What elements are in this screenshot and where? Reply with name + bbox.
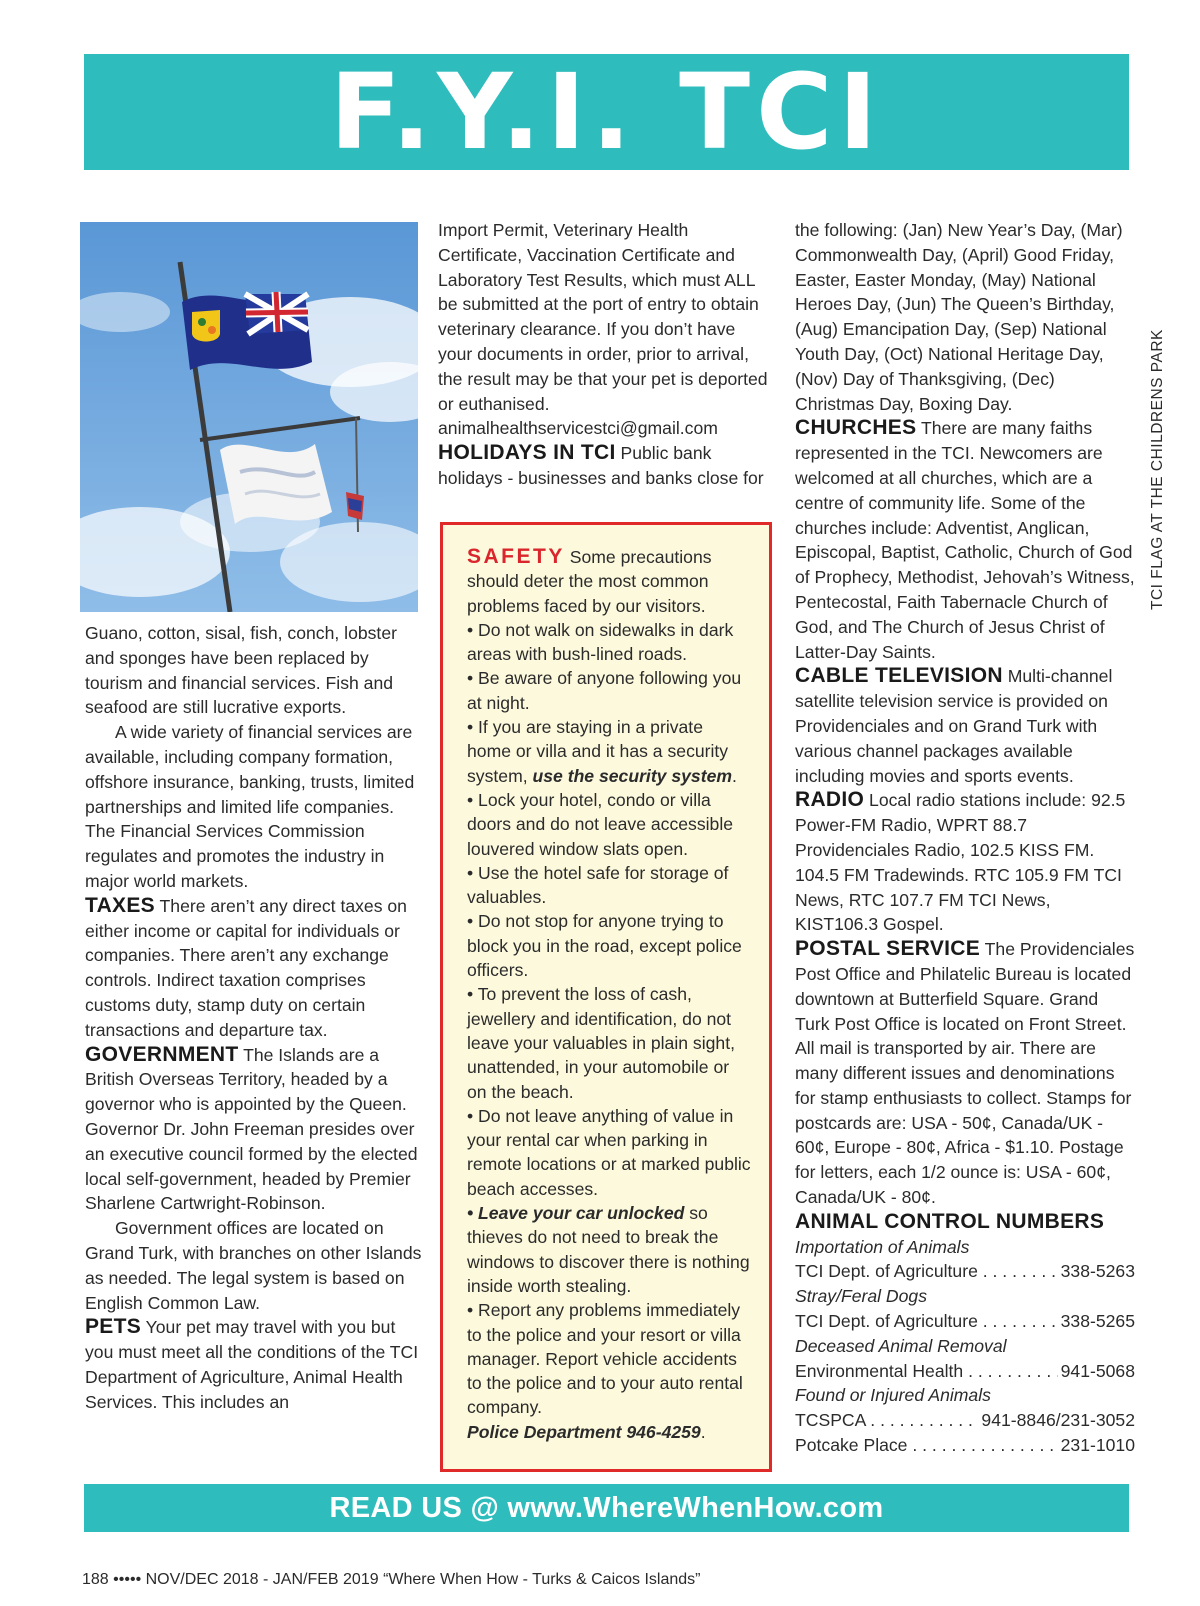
safety-tip: • Do not walk on sidewalks in dark areas with bush-lined roads. [467,619,734,665]
taxes-heading: TAXES [85,893,155,917]
animal-control-name: TCI Dept. of Agriculture . . . [795,1259,1058,1284]
pets-continued-text: Import Permit, Veterinary Health Certificate, Vaccination Certificate and Laboratory Test Results, which must ALL be submitted at the port of entry to obtain veterinary clearance. If you don’t have your documents in order, prior to arrival, the result may be that your pet is deported or euthanised. [438,220,768,414]
safety-tip: • To prevent the loss of cash, jewellery and identification, do not leave your valuables in plain sight, unattended, in your automobile or on the beach. [467,984,735,1102]
holidays-continued-text: the following: (Jan) New Year’s Day, (Mar) Commonwealth Day, (April) Good Friday, Easter, Easter Monday, (May) National Heroes Day, (Jun) The Queen’s Birthday, (Aug) Emancipation Day, (Sep) National Youth Day, (Oct) National Heritage Day, (Nov) Day of Thanksgiving, (Dec) Christmas Day, Boxing Day. [795,220,1123,414]
animal-control-row [795,1433,1135,1458]
economy-text: Guano, cotton, sisal, fish, conch, lobster and sponges have been replaced by tourism and financial services. Fish and seafood are still lucrative exports. [85,623,397,718]
churches-section [795,416,1135,664]
taxes-text: There aren’t any direct taxes on either income or capital for individuals or companies. There aren’t any exchange controls. Indirect taxation comprises customs duty, stamp duty on certain transactions and departure tax. [85,895,407,1040]
animal-control-label: Deceased Animal Removal [795,1335,1007,1356]
churches-text: There are many faiths represented in the TCI. Newcomers are welcomed at all churches, which are a centre of community life. Some of the churches include: Adventist, Anglican, Episcopal, Baptist, Catholic, Church of God of Prophecy, Methodist, Jehovah’s Witness, Pentecostal, Faith Tabernacle Church of God, and The Church of Jesus Christ of Latter-Day Saints. [795,418,1135,662]
pets-heading: PETS [85,1315,142,1339]
animal-control-row [795,1259,1135,1284]
churches-heading: CHURCHES [795,416,917,440]
postal-section [795,937,1135,1210]
animal-control-name: Environmental Health . . . [795,1359,1058,1384]
government-heading: GOVERNMENT [85,1042,239,1066]
animal-control-number: 231-1010 [1060,1435,1135,1456]
safety-tip: • Lock your hotel, condo or villa doors and do not leave accessible louvered window slats open. [467,789,734,859]
cable-section [795,664,1135,788]
radio-text: Local radio stations include: 92.5 Power-FM Radio, WPRT 88.7 Providenciales Radio, 102.5 KISS FM. 104.5 FM Tradewinds. RTC 105.9 FM TCI News, RTC 107.7 FM TCI News, KIST106.3 Gospel. [795,790,1126,935]
postal-heading: POSTAL SERVICE [795,937,981,961]
animal-control-number: 941-5068 [1060,1360,1135,1381]
animal-control-number: 941-8846/231-3052 [981,1410,1135,1431]
holidays-text: Public bank holidays - businesses and banks close for [438,443,764,488]
safety-tip [467,715,751,788]
column-3 [795,218,1135,1458]
safety-tip-emphasis: use the security system [532,765,732,786]
safety-heading: SAFETY [467,545,565,568]
safety-intro-text: Some precautions should deter the most common problems faced by our visitors. [467,547,712,616]
safety-box [440,522,772,1472]
animal-control-row [795,1359,1135,1384]
finance-text: A wide variety of financial services are available, including company formation, offshore insurance, banking, trusts, limited partnerships and limited life companies. The Financial Services Commission regulates and promotes the industry in major world markets. [85,722,415,891]
government-section [85,1043,423,1217]
postal-text: The Providenciales Post Office and Philatelic Bureau is located downtown at Butterfield Square. Grand Turk Post Office is located on Front Street. All mail is transported by air. There are many different issues and denominations for stamp enthusiasts to collect. Stamps for postcards are: USA - 50¢, Canada/UK - 60¢, Europe - 80¢, Africa - $1.10. Postage for letters, each 1/2 ounce is: USA - 60¢, Canada/UK - 80¢. [795,939,1135,1208]
flag-photo [80,222,418,612]
flag-photo-image [80,222,418,612]
safety-tip: • Do not stop for anyone trying to block you in the road, except police officers. [467,911,742,981]
animal-control-label: Stray/Feral Dogs [795,1286,927,1307]
safety-tip-text: • If you are staying in a private home or villa and it has a security system, [467,717,729,786]
safety-tip-end: . [732,765,737,786]
animal-control-row [795,1408,1135,1433]
issue-dates: NOV/DEC 2018 - JAN/FEB 2019 [145,1571,379,1588]
safety-tip-emphasis: • Leave your car unlocked [467,1203,685,1224]
police-line [467,1420,751,1444]
animal-control-label: Found or Injured Animals [795,1385,991,1406]
holidays-section [438,441,773,491]
page-footer [82,1571,700,1589]
publication-name: “Where When How - Turks & Caicos Islands” [383,1571,701,1588]
column-1 [85,621,423,1415]
animal-control-name: TCSPCA . . . [795,1408,978,1433]
safety-intro [467,545,751,618]
pets-section [85,1315,423,1414]
animal-control-number: 338-5263 [1060,1261,1135,1282]
safety-tip: • Be aware of anyone following you at night. [467,668,742,713]
safety-tip: • Do not leave anything of value in your rental car when parking in remote locations or at marked public beach accesses. [467,1105,751,1199]
government-offices-text: Government offices are located on Grand Turk, with branches on other Islands as needed. The legal system is based on English Common Law. [85,1218,422,1313]
animal-control-name: Potcake Place . . . [795,1433,1058,1458]
animal-control-name: TCI Dept. of Agriculture . . . [795,1309,1058,1334]
radio-heading: RADIO [795,788,865,812]
taxes-section [85,894,423,1043]
police-number: Police Department 946-4259 [467,1421,701,1442]
pets-text: Your pet may travel with you but you must meet all the conditions of the TCI Department of Agriculture, Animal Health Services. This includes an [85,1317,419,1412]
page-title: F.Y.I. TCI [329,51,884,173]
animal-control-label: Importation of Animals [795,1236,970,1257]
animal-control-row [795,1309,1135,1334]
title-banner [84,51,1129,173]
photo-caption: TCI FLAG AT THE CHILDRENS PARK [1149,329,1166,610]
government-text: The Islands are a British Overseas Territory, headed by a governor who is appointed by the Queen. Governor Dr. John Freeman presides over an executive council formed by the elected local self-government, headed by Premier Sharlene Cartwright-Robinson. [85,1044,418,1214]
animal-control-number: 338-5265 [1060,1311,1135,1332]
safety-tip-text: so thieves do not need to break the windows to discover there is nothing inside worth stealing. [467,1203,750,1296]
footer-dots: ••••• [113,1571,142,1588]
website-banner[interactable]: READ US @ www.WhereWhenHow.com [84,1484,1129,1532]
police-line-end: . [700,1421,706,1442]
safety-tip: • Report any problems immediately to the police and your resort or villa manager. Report vehicle accidents to the police and to your auto rental company. [467,1300,743,1418]
cable-text: Multi-channel satellite television service is provided on Providenciales and on Grand Turk with various channel packages available including movies and sports events. [795,666,1113,786]
safety-tip: • Use the hotel safe for storage of valuables. [467,862,729,908]
holidays-heading: HOLIDAYS IN TCI [438,441,616,465]
animal-control-heading: ANIMAL CONTROL NUMBERS [795,1209,1105,1233]
page-number: 188 [82,1571,109,1588]
safety-tip [467,1201,751,1298]
animal-health-email[interactable]: animalhealthservicestci@gmail.com [438,418,718,439]
cable-heading: CABLE TELEVISION [795,664,1003,688]
column-2 [438,218,773,491]
radio-section [795,788,1135,937]
